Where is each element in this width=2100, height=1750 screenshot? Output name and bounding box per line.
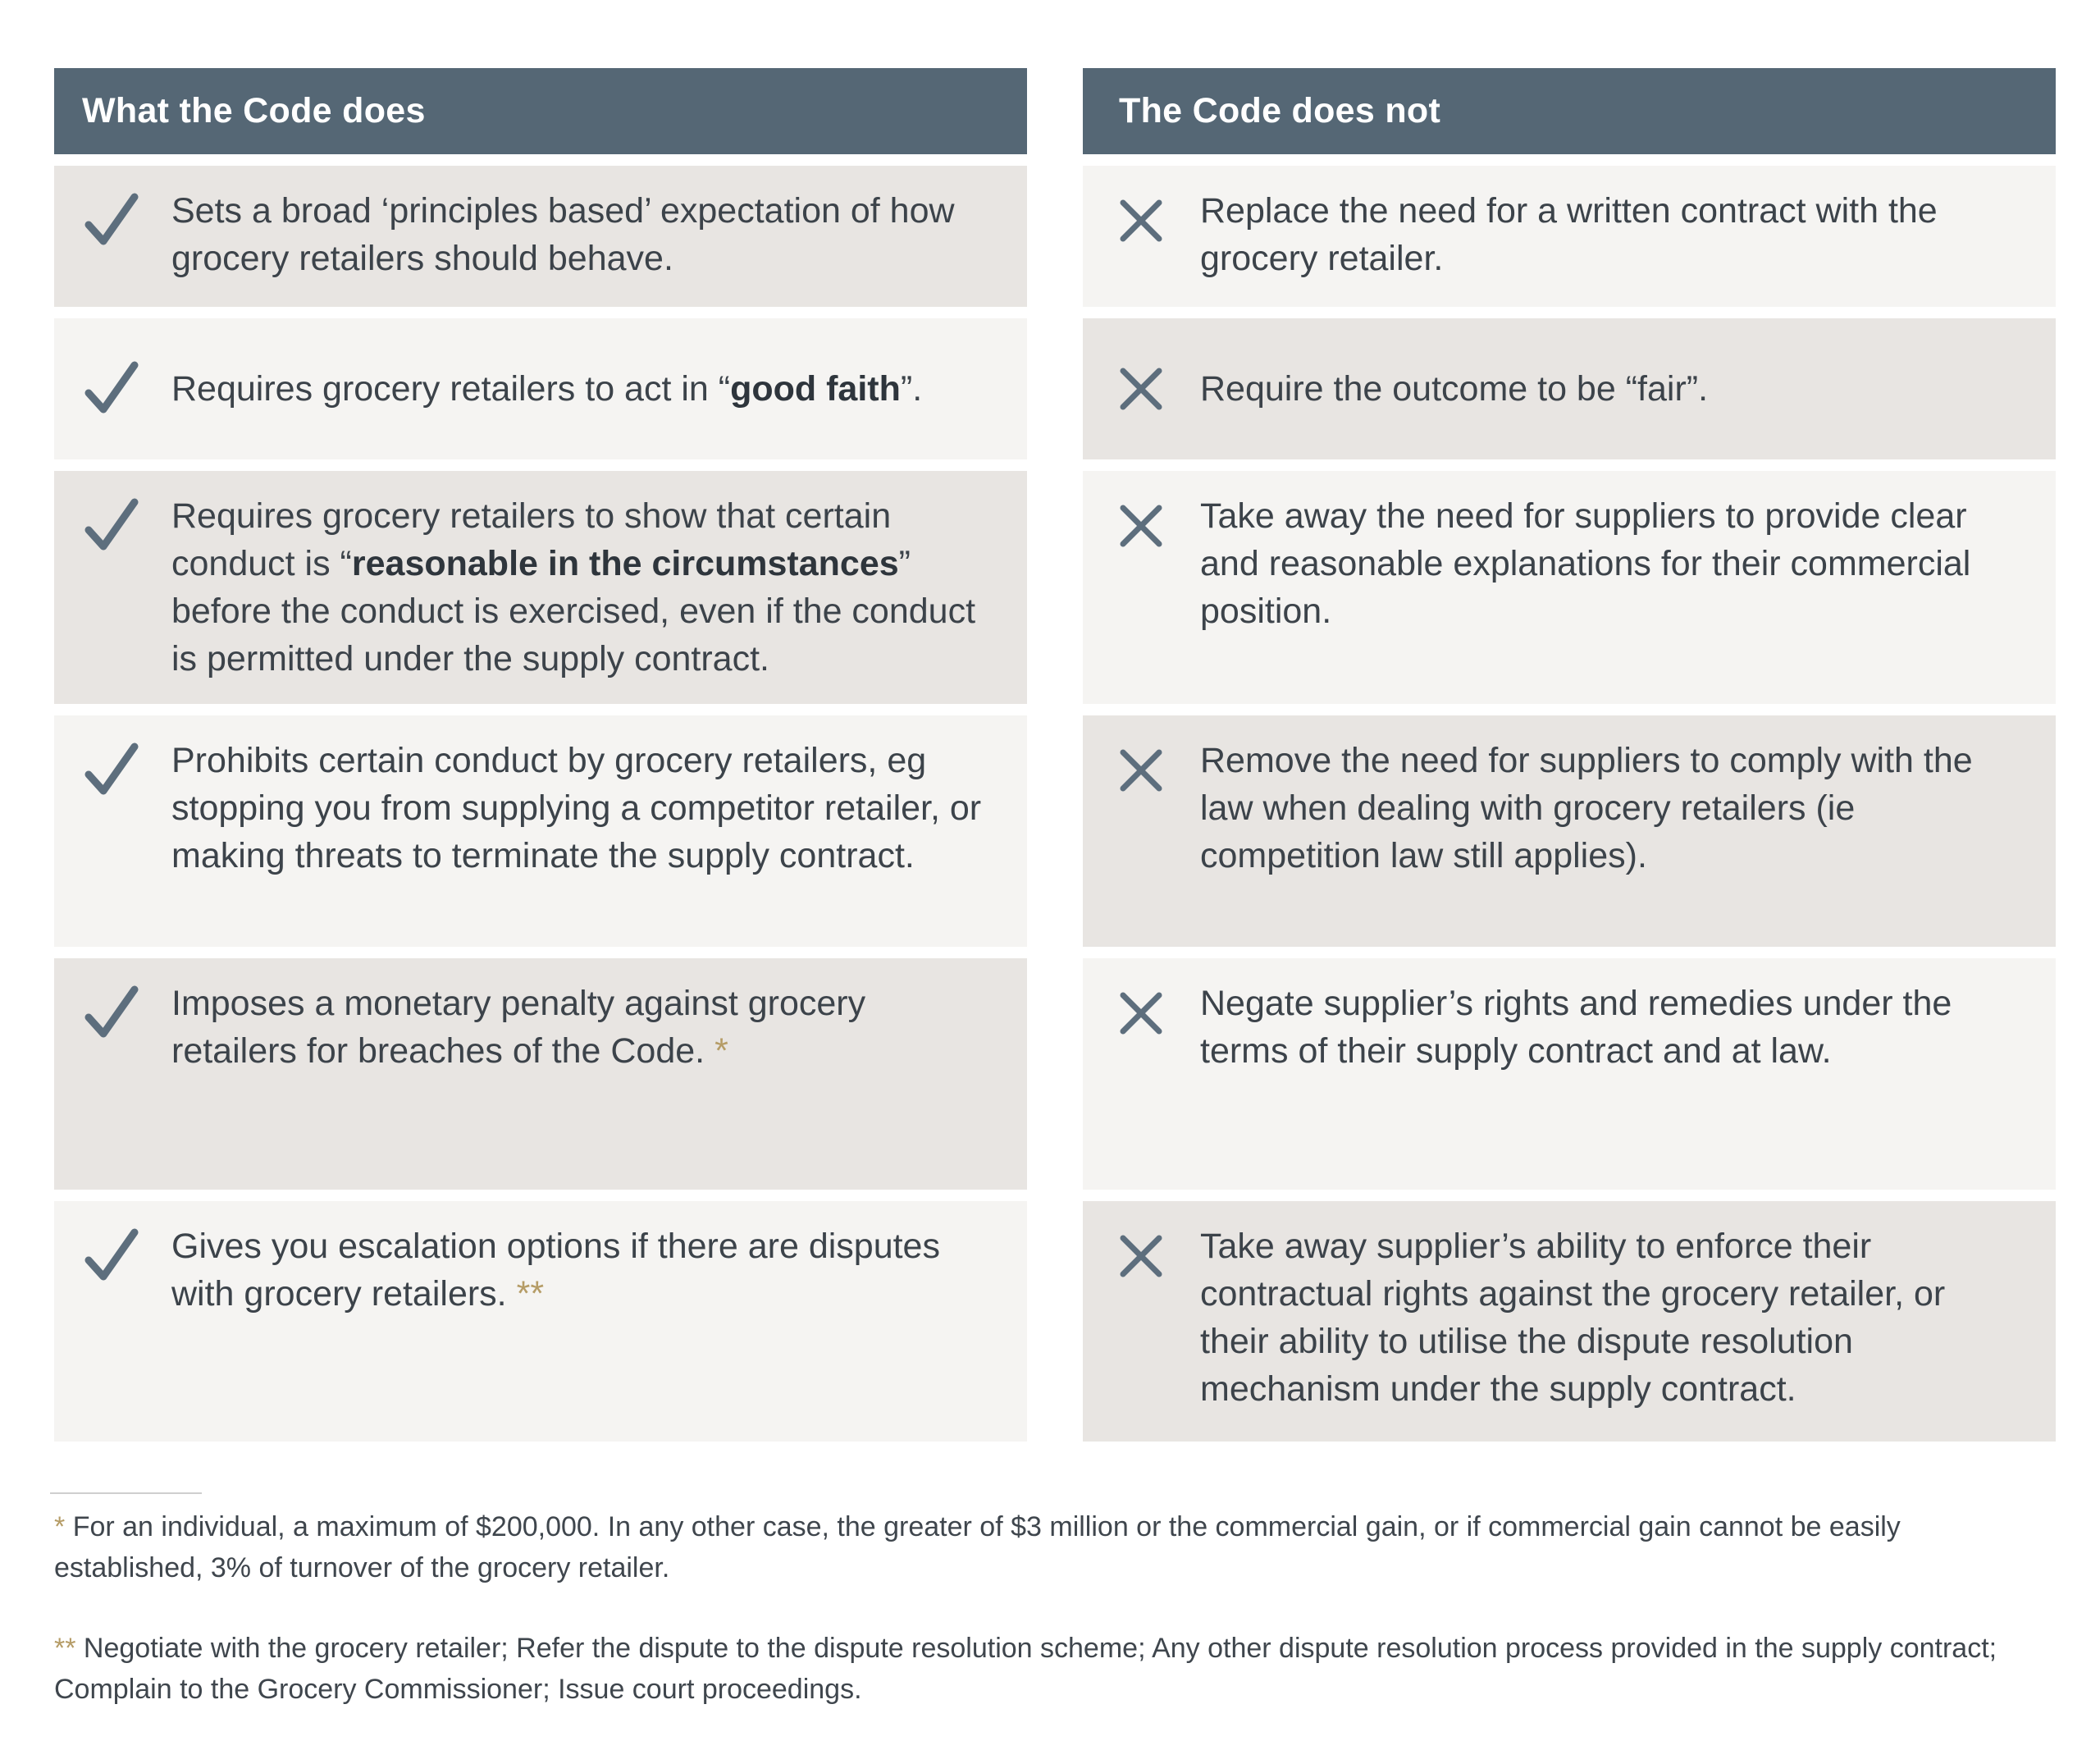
- does-not-row: [1083, 958, 2056, 1190]
- footnote-divider: [50, 1492, 202, 1494]
- does-emphasis: good faith: [730, 369, 901, 409]
- does-text: Gives you escalation options if there are disputes with grocery retailers. **: [171, 1227, 940, 1314]
- cross-icon: [1104, 184, 1178, 258]
- does-row: [54, 958, 1027, 1190]
- does-not-text: Negate supplier’s rights and remedies under the terms of their supply contract and at law.: [1200, 984, 1952, 1071]
- check-icon: [75, 489, 149, 563]
- check-icon: [75, 184, 149, 258]
- does-text: Sets a broad ‘principles based’ expectation of how grocery retailers should behave.: [171, 191, 955, 278]
- does-not-row: [1083, 715, 2056, 947]
- footnote-marker: *: [54, 1511, 66, 1542]
- does-emphasis: reasonable in the circumstances: [351, 544, 899, 583]
- cross-icon: [1104, 976, 1178, 1050]
- does-header: What the Code does: [54, 68, 1027, 154]
- does-row: [54, 166, 1027, 307]
- does-text: Prohibits certain conduct by grocery retailers, eg stopping you from supplying a competitor retailer, or making threats to terminate the supply contract.: [171, 741, 982, 875]
- does-not-text: Require the outcome to be “fair”.: [1200, 369, 1709, 409]
- does-not-text: Take away supplier’s ability to enforce their contractual rights against the grocery retailer, or their ability to utilise the dispute resolution mechanism under the supply contract.: [1200, 1227, 1946, 1409]
- footnote-penalty: [54, 1506, 2023, 1588]
- does-not-text: Take away the need for suppliers to provide clear and reasonable explanations for their commercial position.: [1200, 496, 1971, 631]
- cross-icon: [1104, 1219, 1178, 1293]
- check-icon: [75, 733, 149, 807]
- footnote-marker: *: [714, 1031, 728, 1071]
- footnote-marker: **: [54, 1633, 76, 1664]
- check-icon: [75, 352, 149, 426]
- does-not-row: [1083, 1201, 2056, 1442]
- does-not-row: [1083, 166, 2056, 307]
- check-icon: [75, 976, 149, 1050]
- does-not-text: Remove the need for suppliers to comply with the law when dealing with grocery retailers (ie competition law still applies).: [1200, 741, 1973, 875]
- does-text: Requires grocery retailers to act in “good faith”.: [171, 369, 923, 409]
- cross-icon: [1104, 733, 1178, 807]
- footnote-text: For an individual, a maximum of $200,000. In any other case, the greater of $3 million or the commercial gain, or if commercial gain cannot be easily established, 3% of turnover of the grocery retailer.: [54, 1511, 1901, 1583]
- does-not-text: Replace the need for a written contract with the grocery retailer.: [1200, 191, 1938, 278]
- does-row: [54, 471, 1027, 704]
- does-not-row: [1083, 471, 2056, 704]
- does-not-column: [1083, 68, 2056, 1453]
- does-not-row: [1083, 318, 2056, 459]
- does-text: Requires grocery retailers to show that certain conduct is “reasonable in the circumstances” before the conduct is exercised, even if the conduct is permitted under the supply contract.: [171, 496, 976, 679]
- check-icon: [75, 1219, 149, 1293]
- does-row: [54, 318, 1027, 459]
- cross-icon: [1104, 352, 1178, 426]
- footnote-text: Negotiate with the grocery retailer; Refer the dispute to the dispute resolution scheme; Any other dispute resolution process provided in the supply contract; Complain to the Grocery Commissioner; Issue court proceedings.: [54, 1633, 1997, 1705]
- footnote-escalation: [54, 1628, 2023, 1710]
- does-row: [54, 715, 1027, 947]
- does-column: [54, 68, 1027, 1453]
- footnote-marker: **: [516, 1274, 545, 1314]
- does-text: Imposes a monetary penalty against grocery retailers for breaches of the Code. *: [171, 984, 866, 1071]
- does-not-header: The Code does not: [1083, 68, 2056, 154]
- cross-icon: [1104, 489, 1178, 563]
- does-row: [54, 1201, 1027, 1442]
